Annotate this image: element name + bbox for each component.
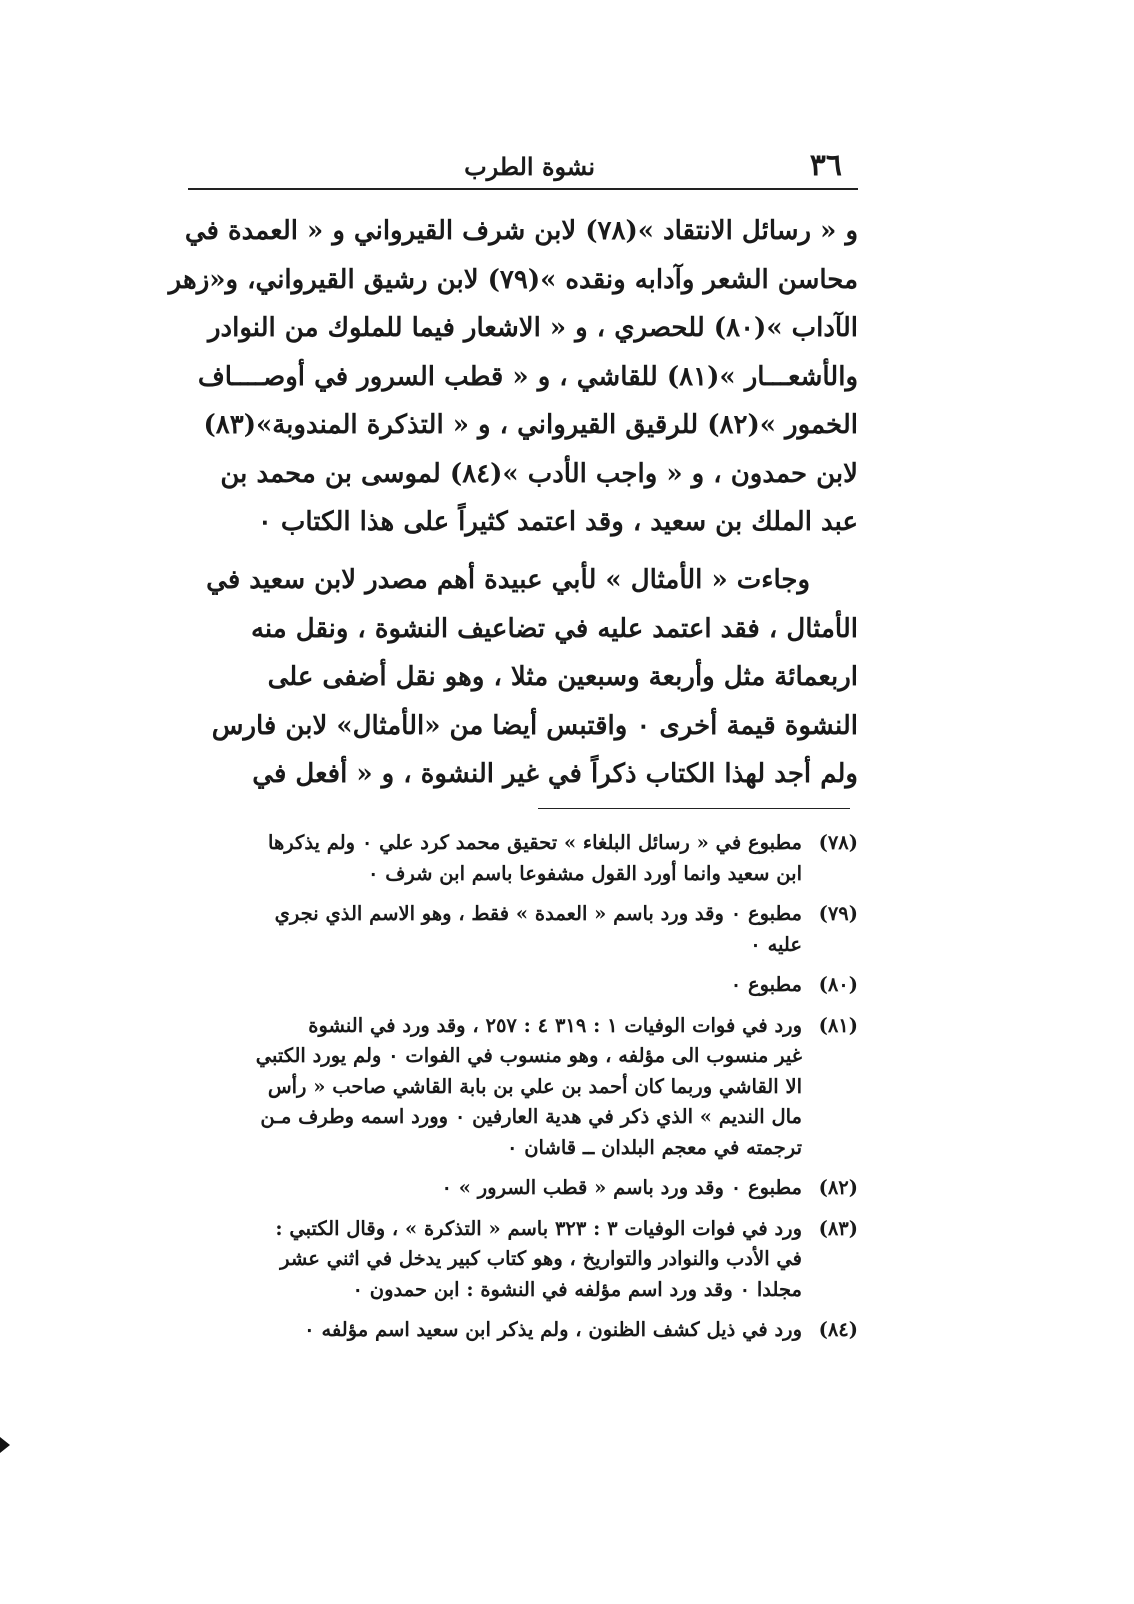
footnote-number: (٧٩) bbox=[818, 902, 858, 925]
footnote-line: مطبوع ٠ وقد ورد باسم « العمدة » فقط ، وهو الاسم الذي نجري bbox=[274, 902, 802, 925]
footnote-81 bbox=[218, 1011, 858, 1164]
running-title: نشوة الطرب bbox=[464, 152, 595, 181]
footnote-line: مجلدا ٠ وقد ورد اسم مؤلفه في النشوة : ابن حمدون ٠ bbox=[352, 1277, 802, 1301]
footnote-line: مطبوع ٠ وقد ورد باسم « قطب السرور » ٠ bbox=[441, 1176, 802, 1199]
text-line: محاسن الشعر وآدابه ونقده »(٧٩) لابن رشيق القيرواني، و«زهر bbox=[168, 264, 858, 295]
footnote-line: في الأدب والنوادر والتواريخ ، وهو كتاب كبير يدخل في اثني عشر bbox=[280, 1247, 802, 1270]
footnote-line: ورد في فوات الوفيات ١ : ٣١٩ ٤ : ٢٥٧ ، وقد ورد في النشوة bbox=[308, 1013, 802, 1037]
footnote-line: الا القاشي وربما كان أحمد بن علي بن بابة القاشي صاحب « رأس bbox=[267, 1074, 802, 1098]
footnote-line: مطبوع في « رسائل البلغاء » تحقيق محمد كرد علي ٠ ولم يذكرها bbox=[268, 831, 802, 854]
text-line: لابن حمدون ، و « واجب الأدب »(٨٤) لموسى بن محمد بن bbox=[220, 458, 858, 489]
text-line: ولم أجد لهذا الكتاب ذكراً في غير النشوة ، و « أفعل في bbox=[252, 759, 858, 789]
page-number: ٣٦ bbox=[809, 148, 842, 183]
scan-edge-mark bbox=[0, 1437, 10, 1453]
footnote-80 bbox=[218, 970, 858, 1001]
footnotes bbox=[218, 828, 858, 1356]
footnote-82 bbox=[218, 1173, 858, 1204]
text-line: الأمثال ، فقد اعتمد عليه في تضاعيف النشوة ، ونقل منه bbox=[250, 613, 858, 644]
footnote-number: (٨٤) bbox=[818, 1318, 858, 1341]
text-line: الآداب »(٨٠) للحصري ، و « الاشعار فيما للملوك من النوادر bbox=[207, 313, 858, 343]
footnote-79 bbox=[218, 899, 858, 960]
text-line: اربعمائة مثل وأربعة وسبعين مثلا ، وهو نقل أضفى على bbox=[267, 662, 858, 692]
footnote-line: ابن سعيد وانما أورد القول مشفوعا باسم ابن شرف ٠ bbox=[367, 861, 802, 885]
text-line: وجاءت « الأمثال » لأبي عبيدة أهم مصدر لابن سعيد في bbox=[206, 565, 810, 595]
footnote-line: ورد في ذيل كشف الظنون ، ولم يذكر ابن سعيد اسم مؤلفه ٠ bbox=[304, 1318, 802, 1341]
footnote-78 bbox=[218, 828, 858, 889]
footnote-line: ترجمته في معجم البلدان ــ قاشان ٠ bbox=[506, 1135, 802, 1159]
footnote-line: عليه ٠ bbox=[750, 932, 802, 956]
footnote-line: غير منسوب الى مؤلفه ، وهو منسوب في الفوات ٠ ولم يورد الكتبي bbox=[255, 1044, 802, 1067]
footnote-line: مطبوع ٠ bbox=[730, 973, 802, 996]
page-header bbox=[188, 148, 860, 190]
footnote-separator bbox=[538, 808, 850, 809]
footnote-number: (٨٠) bbox=[818, 973, 858, 996]
paragraph-sources bbox=[168, 207, 858, 547]
footnote-number: (٨٣) bbox=[818, 1216, 858, 1240]
footnote-number: (٨٢) bbox=[818, 1176, 858, 1199]
text-line: و « رسائل الانتقاد »(٧٨) لابن شرف القيرواني و « العمدة في bbox=[184, 216, 858, 246]
footnote-line: مال النديم » الذي ذكر في هدية العارفين ٠ وورد اسمه وطرف مـن bbox=[260, 1105, 802, 1128]
footnote-number: (٨١) bbox=[818, 1013, 858, 1037]
footnote-84 bbox=[218, 1315, 858, 1346]
footnote-number: (٧٨) bbox=[818, 831, 858, 854]
header-rule bbox=[188, 188, 858, 190]
footnote-line: ورد في فوات الوفيات ٣ : ٣٢٣ باسم « التذكرة » ، وقال الكتبي : bbox=[275, 1216, 802, 1240]
paragraph-proverbs bbox=[206, 556, 858, 799]
text-line: عبد الملك بن سعيد ، وقد اعتمد كثيراً على هذا الكتاب ٠ bbox=[257, 507, 858, 537]
footnote-83 bbox=[218, 1214, 858, 1306]
text-line: الخمور »(٨٢) للرقيق القيرواني ، و « التذكرة المندوبة»(٨٣) bbox=[203, 410, 858, 440]
text-line: والأشعـــار »(٨١) للقاشي ، و « قطب السرور في أوصــــاف bbox=[197, 361, 858, 392]
text-line: النشوة قيمة أخرى ٠ واقتبس أيضا من «الأمثال» لابن فارس bbox=[211, 710, 858, 741]
